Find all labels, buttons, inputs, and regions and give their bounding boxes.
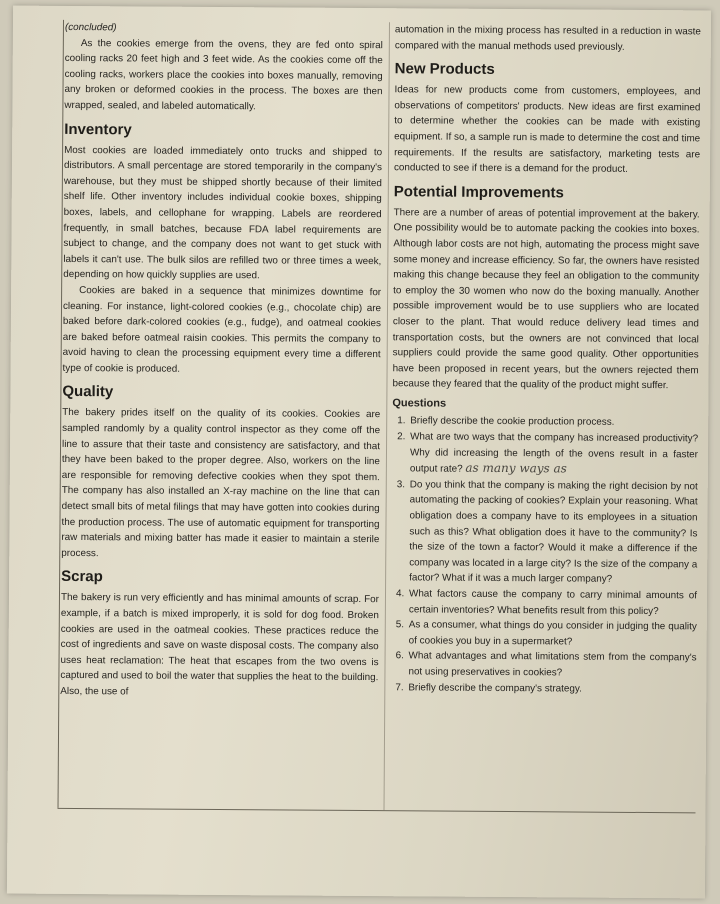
question-item: 6. What advantages and what limitations stem from the company's not using preservatives in cookies? xyxy=(406,649,696,682)
inventory-paragraph-1: Most cookies are loaded immediately onto trucks and shipped to distributors. A small percentage are stored temporarily in the company's warehouse, but they must be shipped shortly because of their limited shelf life. Other inventory includes individual cookie boxes, shipping boxes, labels, and cellophane for wrapping. Labels are reordered frequently, in small batches, because FDA label requirements are subject to change, and the company does not want to get stuck with labels it can't use. The bulk silos are refilled two or three times a week, depending on how quickly supplies are used. xyxy=(63,144,383,282)
questions-list xyxy=(390,414,698,698)
quality-paragraph: The bakery prides itself on the quality of its cookies. Cookies are sampled randomly by a quality control inspector as they come off the line to assure that their taste and consistency are satisfactory, and that they have been baked to the proper degree. Also, workers on the line are responsible for removing defective cookies when they spot them. The company has also installed an X-ray machine on the line that can detect small bits of metal filings that may have gotten into cookies during the production process. The use of automatic equipment for transporting raw materials and mixing batter has made it easier to maintain a sterile process. xyxy=(61,407,381,559)
inventory-heading: Inventory xyxy=(64,120,132,138)
question-item: 5. As a consumer, what things do you consider in judging the quality of cookies you buy in a supermarket? xyxy=(407,618,697,651)
question-item: 4. What factors cause the company to carry minimal amounts of certain inventories? What benefits result from this policy? xyxy=(407,586,697,619)
concluded-label: (concluded) xyxy=(64,21,117,34)
question-item: 1. Briefly describe the cookie production process. xyxy=(408,414,698,432)
new-products-heading: New Products xyxy=(394,60,495,79)
intro-paragraph: As the cookies emerge from the ovens, they are fed onto spiral cooling racks 20 feet high and 3 feet wide. As the cookies come off the cooling racks, workers place the cookies into boxes manually, removing any broken or deformed cookies in the process. The boxes are then wrapped, sealed, and labeled automatically. xyxy=(64,37,383,113)
handwritten-note: as many ways as xyxy=(465,460,567,476)
question-item: 7. Briefly describe the company's strategy. xyxy=(406,680,696,698)
right-column xyxy=(390,22,701,697)
question-item: 3. Do you think that the company is making the right decision by not automating the packing of cookies? Explain your reasoning. What obligation does a company have to its employees in a situation such as this? What obligation does it have to the community? Is the size of the town a factor? Would it make a difference if the company was located in a large city? Is the size of the company a factor? What if it was a much larger company? xyxy=(407,477,698,588)
continuation-paragraph: automation in the mixing process has resulted in a reduction in waste compared with the manual methods used previously. xyxy=(394,24,701,53)
quality-heading: Quality xyxy=(62,383,114,401)
scrap-heading: Scrap xyxy=(61,568,103,586)
question-item: 2. What are two ways that the company has increased productivity? Why did increasing the length of the ovens result in a faster output rate? as many ways as xyxy=(408,429,698,479)
inventory-paragraph-2: Cookies are baked in a sequence that minimizes downtime for cleaning. For instance, light-colored cookies (e.g., chocolate chip) are baked before dark-colored cookies (e.g., fudge), and oatmeal cookies are baked before oatmeal raisin cookies. This permits the company to avoid having to clean the processing equipment every time a different type of cookie is produced. xyxy=(62,284,382,375)
improvements-heading: Potential Improvements xyxy=(393,182,564,202)
questions-heading: Questions xyxy=(392,397,447,410)
new-products-paragraph: Ideas for new products come from customers, employees, and observations of competitors' products. New ideas are first examined to determine whether the cookies can be made with existing equipment. If so, a sample run is made to determine the cost and time requirements. If the results are satisfactory, marketing tests are conducted to see if there is a demand for the product. xyxy=(393,84,701,176)
scrap-paragraph: The bakery is run very efficiently and has minimal amounts of scrap. For example, if a batch is mixed improperly, it is sold for dog food. Broken cookies are used in the oatmeal cookies. These practices reduce the cost of ingredients and save on waste disposal costs. The company also uses heat reclamation: The heat that escapes from the two ovens is captured and used to boil the water that supplies the heat to the building. Also, the use of xyxy=(60,592,380,698)
column-divider xyxy=(384,22,391,810)
improvements-paragraph: There are a number of areas of potential improvement at the bakery. One possibility would be to automate packing the cookies into boxes. Although labor costs are not high, automating the process might save some money and increase efficiency. So far, the owners have resisted making this change because they feel an obligation to the community to employ the 30 women who now do the boxing manually. Another possible improvement would be to use suppliers who are located closer to the plant. That would reduce delivery lead times and transportation costs, but the owners are not convinced that local suppliers could provide the same good quality. Other opportunities have been proposed in recent years, but the owners rejected them because they feared that the quality of the product might suffer. xyxy=(392,206,700,392)
left-column xyxy=(60,20,383,702)
textbook-page xyxy=(7,6,711,899)
bottom-rule xyxy=(58,808,696,813)
